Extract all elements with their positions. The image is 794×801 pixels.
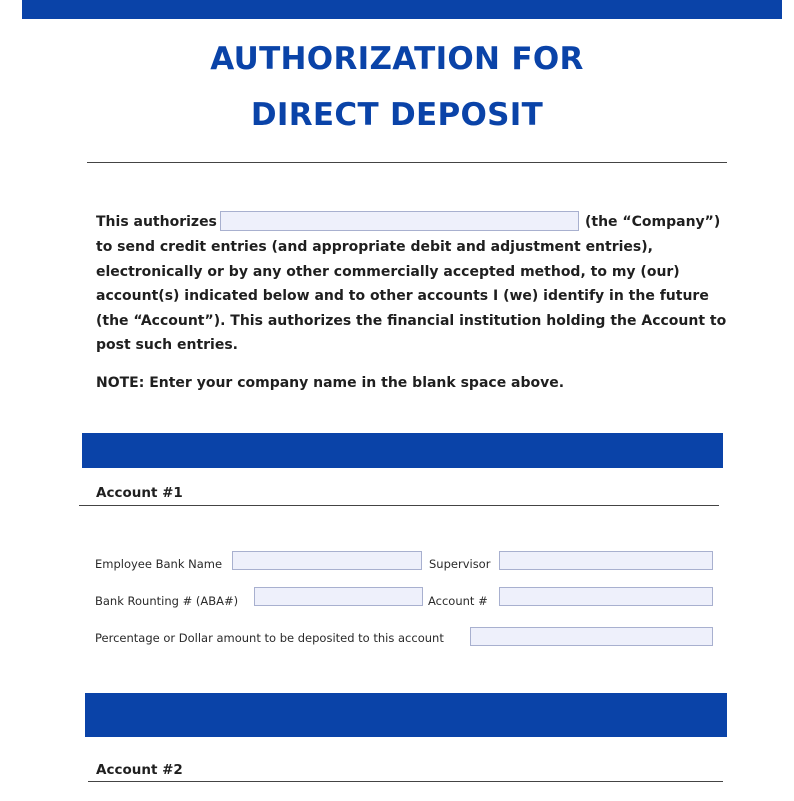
supervisor-input[interactable] — [499, 551, 713, 570]
page-title-line-2: DIRECT DEPOSIT — [250, 97, 544, 133]
account-1-heading: Account #1 — [96, 485, 183, 501]
title-divider — [87, 162, 727, 163]
top-color-band — [22, 0, 782, 19]
account-number-input[interactable] — [499, 587, 713, 606]
account-2-divider — [88, 781, 723, 782]
supervisor-label: Supervisor — [429, 557, 491, 571]
authorization-text-line-5: (the “Account”). This authorizes the financial institution holding the Account to — [96, 313, 727, 329]
account-2-section-band — [85, 693, 727, 737]
employee-bank-name-label: Employee Bank Name — [95, 557, 223, 571]
company-name-input[interactable] — [220, 211, 579, 231]
deposit-amount-label: Percentage or Dollar amount to be deposited to this account — [95, 631, 444, 645]
account-1-section-band — [82, 433, 723, 468]
bank-routing-input[interactable] — [254, 587, 423, 606]
deposit-amount-input[interactable] — [470, 627, 713, 646]
account-number-label: Account # — [428, 594, 488, 608]
authorization-text-line-3: electronically or by any other commercially accepted method, to my (our) — [96, 264, 680, 280]
company-reference-text: (the “Company”) — [585, 214, 721, 230]
bank-routing-label: Bank Rounting # (ABA#) — [95, 594, 239, 608]
authorization-text-line-6: post such entries. — [96, 337, 238, 353]
page-title-line-1: AUTHORIZATION FOR — [210, 41, 584, 77]
authorization-intro: This authorizes — [96, 214, 217, 230]
authorization-text-line-4: account(s) indicated below and to other accounts I (we) identify in the future — [96, 288, 709, 304]
company-name-note: NOTE: Enter your company name in the blank space above. — [96, 375, 565, 391]
employee-bank-name-input[interactable] — [232, 551, 422, 570]
account-1-divider — [79, 505, 719, 506]
account-2-heading: Account #2 — [96, 762, 183, 778]
authorization-text-line-2: to send credit entries (and appropriate debit and adjustment entries), — [96, 239, 653, 255]
